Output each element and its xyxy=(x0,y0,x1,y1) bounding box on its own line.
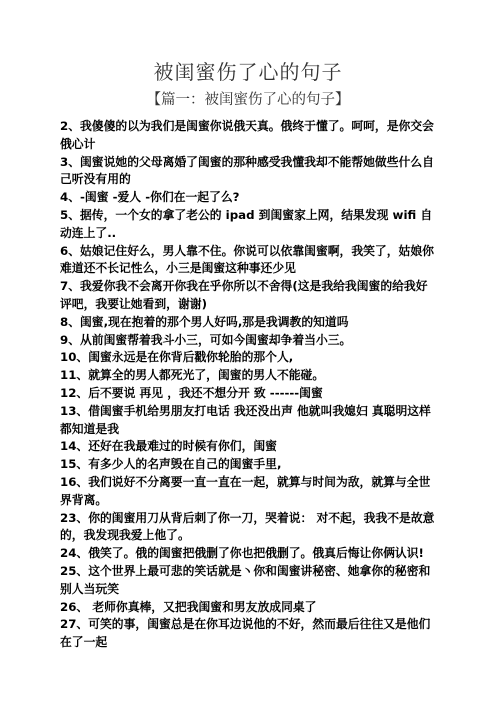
list-item: 27、可笑的事，闺蜜总是在你耳边说他的不好，然而最后往往又是他们在了一起 xyxy=(60,617,431,650)
list-item: 13、借闺蜜手机给男朋友打电话 我还没出声 他就叫我媳妇 真聪明这样都知道是我 xyxy=(60,403,431,436)
list-item: 12、后不要说 再见 ，我还不想分开 致 ------闺蜜 xyxy=(60,385,323,400)
list-item: 7、我爱你我不会离开你我在乎你所以不舍得(这是我给我闺蜜的给我好评吧，我要让她看到，谢谢) xyxy=(60,279,428,311)
list-item: 6、姑娘记住好么，男人靠不住。你说可以依靠闺蜜啊，我笑了，姑娘你难道还不长记性么，小三是闺蜜这种事还少见 xyxy=(60,243,434,276)
list-item: 26、 老师你真棒，又把我闺蜜和男友放成同桌了 xyxy=(60,599,317,614)
sentence-list xyxy=(60,118,438,652)
list-item: 25、这个世界上最可悲的笑话就是丶你和闺蜜讲秘密、她拿你的秘密和别人当玩笑 xyxy=(60,563,431,596)
list-item: 16、我们说好不分离要一直一直在一起，就算与时间为敌，就算与全世界背离。 xyxy=(60,474,431,507)
list-item: 10、闺蜜永远是在你背后戳你轮胎的那个人, xyxy=(60,350,294,365)
list-item: 8、闺蜜,现在抱着的那个男人好吗,那是我调教的知道吗 xyxy=(60,314,349,329)
list-item: 9、从前闺蜜帮着我斗小三，可如今闺蜜却争着当小三。 xyxy=(60,332,352,347)
list-item: 3、闺蜜说她的父母离婚了闺蜜的那种感受我懂我却不能帮她做些什么自己听没有用的 xyxy=(60,154,434,187)
list-item: 14、还好在我最难过的时候有你们，闺蜜 xyxy=(60,439,277,454)
list-item: 2、我傻傻的以为我们是闺蜜你说俄天真。俄终于懂了。呵呵，是你交会俄心计 xyxy=(60,119,434,151)
section-heading: 【篇一：被闺蜜伤了心的句子】 xyxy=(146,92,350,108)
list-item: 5、据传，一个女的拿了老公的 ipad 到闺蜜家上网，结果发现 wifi 自动连上了.. xyxy=(60,207,433,240)
list-item: 4、-闺蜜 -爱人 -你们在一起了么? xyxy=(60,190,240,205)
list-item: 24、俄笑了。俄的闺蜜把俄删了你也把俄删了。俄真后悔让你俩认识! xyxy=(60,546,424,561)
list-item: 15、有多少人的名声毁在自己的闺蜜手里, xyxy=(60,457,282,472)
list-item: 11、就算全的男人都死光了，闺蜜的男人不能碰。 xyxy=(60,368,325,383)
page-title: 被闺蜜伤了心的句子 xyxy=(153,60,343,84)
list-item: 23、你的闺蜜用刀从背后刺了你一刀，哭着说： 对不起，我我不是故意的，我发现我爱上他了。 xyxy=(60,510,435,543)
